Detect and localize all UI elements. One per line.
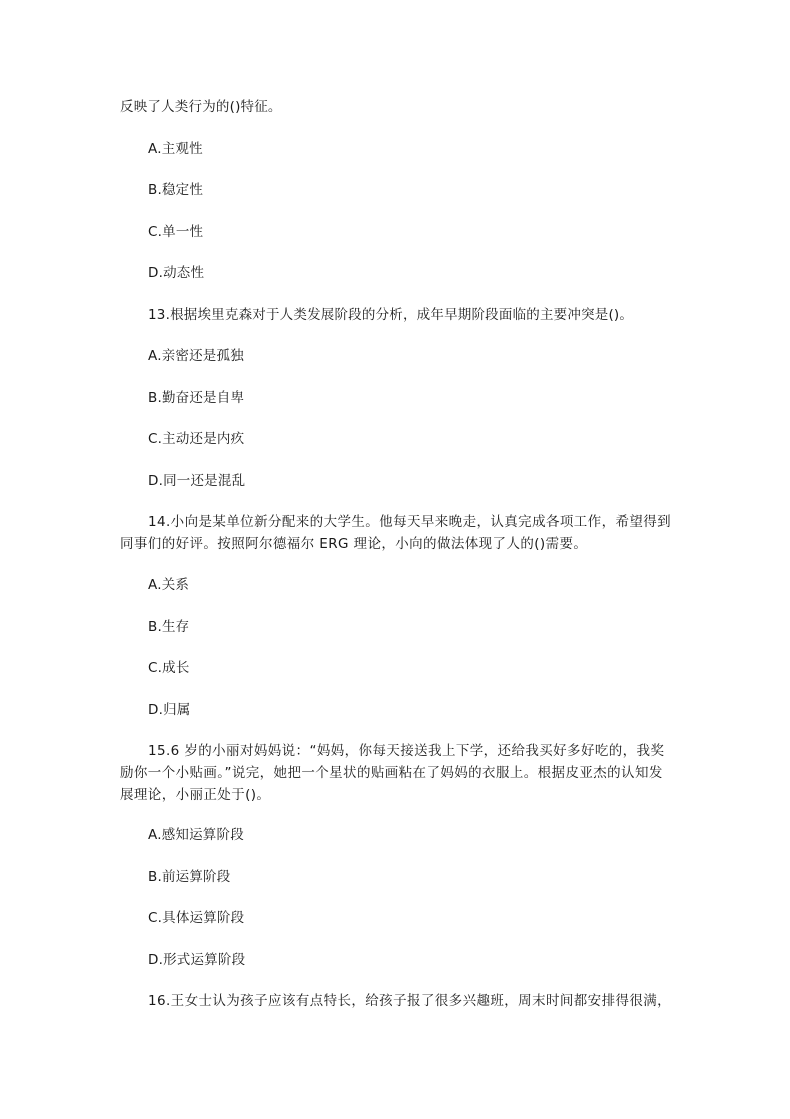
q15-stem: 15.6 岁的小丽对妈妈说：“妈妈，你每天接送我上下学，还给我买好多好吃的，我奖励你一个小贴画。”说完，她把一个星状的贴画粘在了妈妈的衣服上。根据皮亚杰的认知发展理论，小丽正处于()。	[120, 743, 665, 803]
q12-option-b: B.稳定性	[148, 182, 204, 198]
q14-option-a: A.关系	[148, 577, 190, 593]
q13-option-d: D.同一还是混乱	[148, 473, 246, 489]
q15-option-a: A.感知运算阶段	[148, 827, 244, 843]
q14-option-d: D.归属	[148, 702, 191, 718]
q14-option-c: C.成长	[148, 660, 190, 676]
q15-option-c: C.具体运算阶段	[148, 910, 245, 926]
q12-stem-tail: 反映了人类行为的()特征。	[120, 99, 282, 115]
q13-option-a: A.亲密还是孤独	[148, 348, 244, 364]
q15-option-d: D.形式运算阶段	[148, 952, 246, 968]
q14-option-b: B.生存	[148, 619, 190, 635]
q13-option-c: C.主动还是内疚	[148, 431, 245, 447]
q12-option-a: A.主观性	[148, 141, 203, 157]
q13-option-b: B.勤奋还是自卑	[148, 390, 245, 406]
q12-option-c: C.单一性	[148, 224, 204, 240]
q16-stem: 16.王女士认为孩子应该有点特长，给孩子报了很多兴趣班，周末时间都安排得很满，	[148, 993, 672, 1009]
q15-option-b: B.前运算阶段	[148, 869, 231, 885]
q14-stem: 14.小向是某单位新分配来的大学生。他每天早来晚走，认真完成各项工作，希望得到同事们的好评。按照阿尔德福尔 ERG 理论，小向的做法体现了人的()需要。	[120, 514, 672, 552]
q12-option-d: D.动态性	[148, 265, 205, 281]
q13-stem: 13.根据埃里克森对于人类发展阶段的分析，成年早期阶段面临的主要冲突是()。	[148, 307, 634, 323]
